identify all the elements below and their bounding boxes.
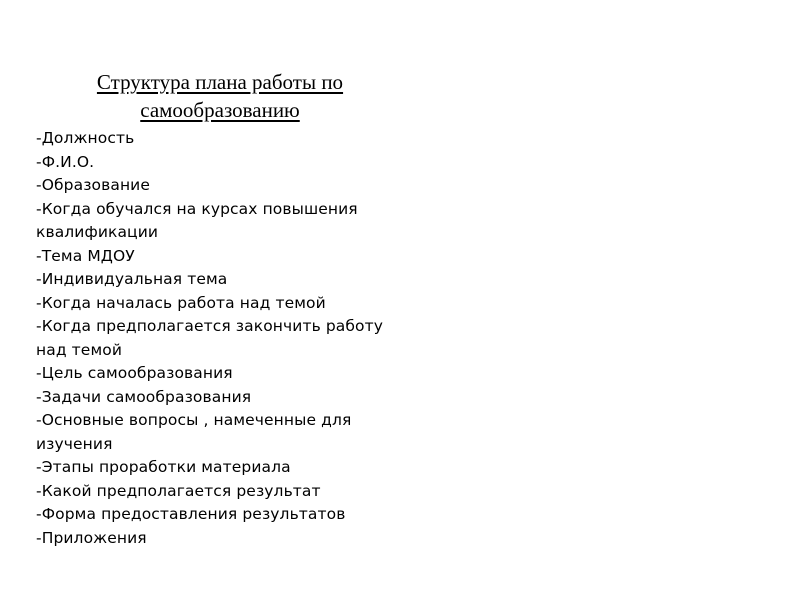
list-item: -Тема МДОУ (36, 246, 135, 265)
list-item: -Форма предоставления результатов (36, 505, 346, 523)
list-item: -Какой предполагается результат (36, 481, 321, 500)
list-item: -Индивидуальная тема (36, 270, 228, 288)
list-item: -Ф.И.О. (36, 152, 95, 171)
plan-structure-list (36, 127, 406, 550)
list-item: -Основные вопросы , намеченные для изучения (36, 411, 352, 453)
list-item: -Образование (36, 176, 150, 194)
list-item: -Когда началась работа над темой (36, 293, 326, 312)
list-item: -Когда обучался на курсах повышения квалификации (36, 199, 358, 241)
list-item: -Задачи самообразования (36, 387, 252, 406)
list-item: -Цель самообразования (36, 364, 233, 382)
slide-title: Структура плана работы по самообразованию (96, 70, 344, 122)
list-item: -Должность (36, 129, 135, 147)
list-item: -Этапы проработки материала (36, 458, 291, 476)
list-item: -Когда предполагается закончить работу над темой (36, 317, 384, 359)
list-item: -Приложения (36, 528, 147, 547)
